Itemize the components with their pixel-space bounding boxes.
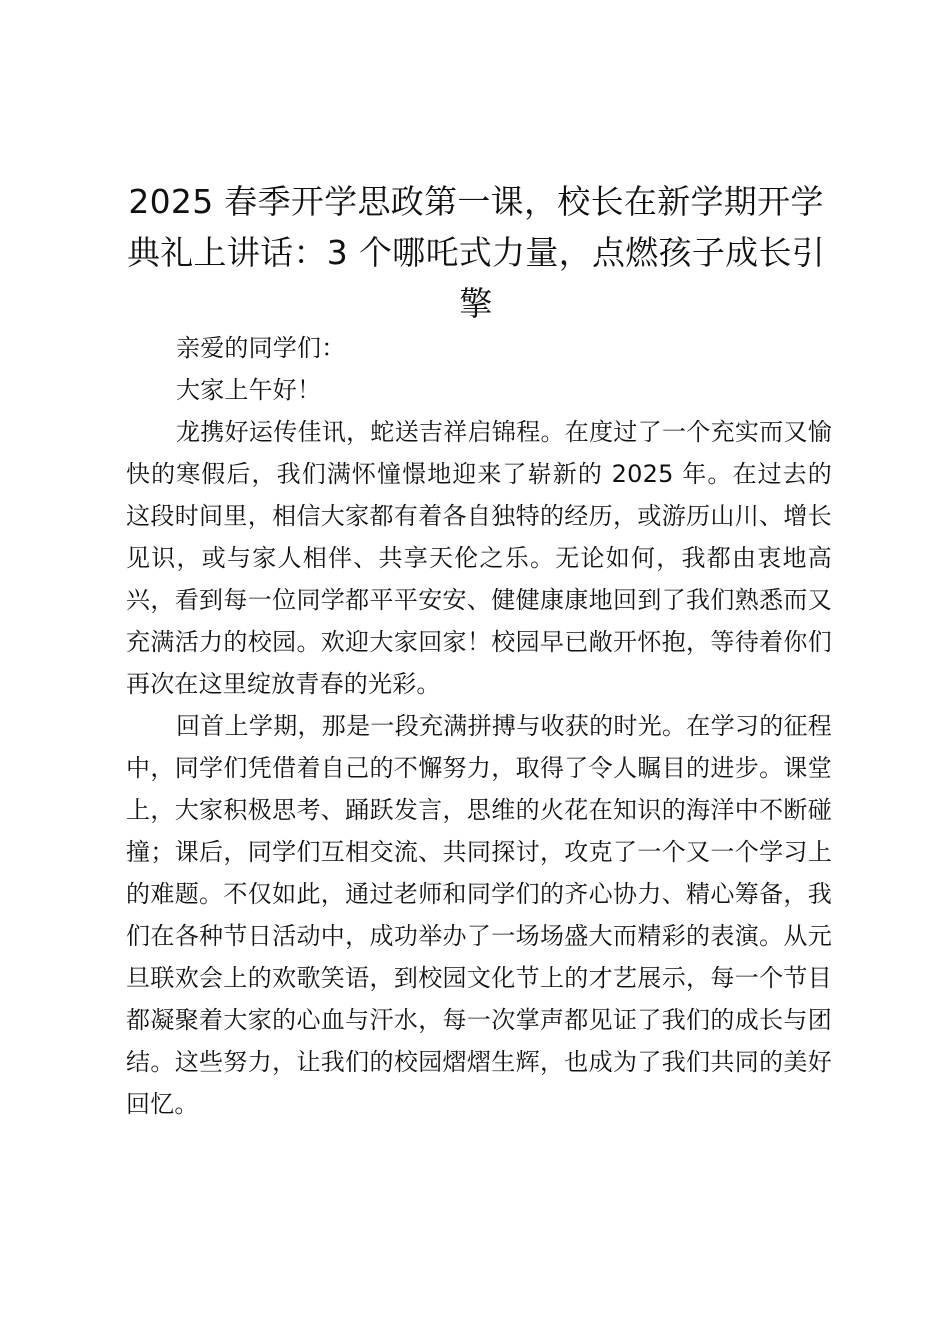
greeting: 亲爱的同学们： [176, 334, 346, 362]
paragraph-review: 回首上学期，那是一段充满拼搏与收获的时光。在学习的征程中，同学们凭借着自己的不懈努力，取得了令人瞩目的进步。课堂上，大家积极思考、踊跃发言，思维的火花在知识的海洋中不断碰撞；课后，同学们互相交流、共同探讨，攻克了一个又一个学习上的难题。不仅如此，通过老师和同学们的齐心协力、精心筹备，我们在各种节日活动中，成功举办了一场场盛大而精彩的表演。从元旦联欢会上的欢歌笑语，到校园文化节上的才艺展示，每一个节目都凝聚着大家的心血与汗水，每一次掌声都见证了我们的成长与团结。这些努力，让我们的校园熠熠生辉，也成为了我们共同的美好回忆。 [126, 712, 832, 1118]
salutation: 大家上午好！ [176, 376, 322, 404]
document-title: 2025 春季开学思政第一课，校长在新学期开学典礼上讲话：3 个哪吒式力量，点燃孩子成长引擎 [126, 182, 826, 323]
paragraph-opening: 龙携好运传佳讯，蛇送吉祥启锦程。在度过了一个充实而又愉快的寒假后，我们满怀憧憬地迎来了崭新的 2025 年。在过去的这段时间里，相信大家都有着各自独特的经历，或游历山川、增长见识，或与家人相伴、共享天伦之乐。无论如何，我都由衷地高兴，看到每一位同学都平平安安、健健康康地回到了我们熟悉而又充满活力的校园。欢迎大家回家！校园早已敞开怀抱，等待着你们再次在这里绽放青春的光彩。 [126, 418, 832, 698]
document-body [126, 327, 832, 1125]
